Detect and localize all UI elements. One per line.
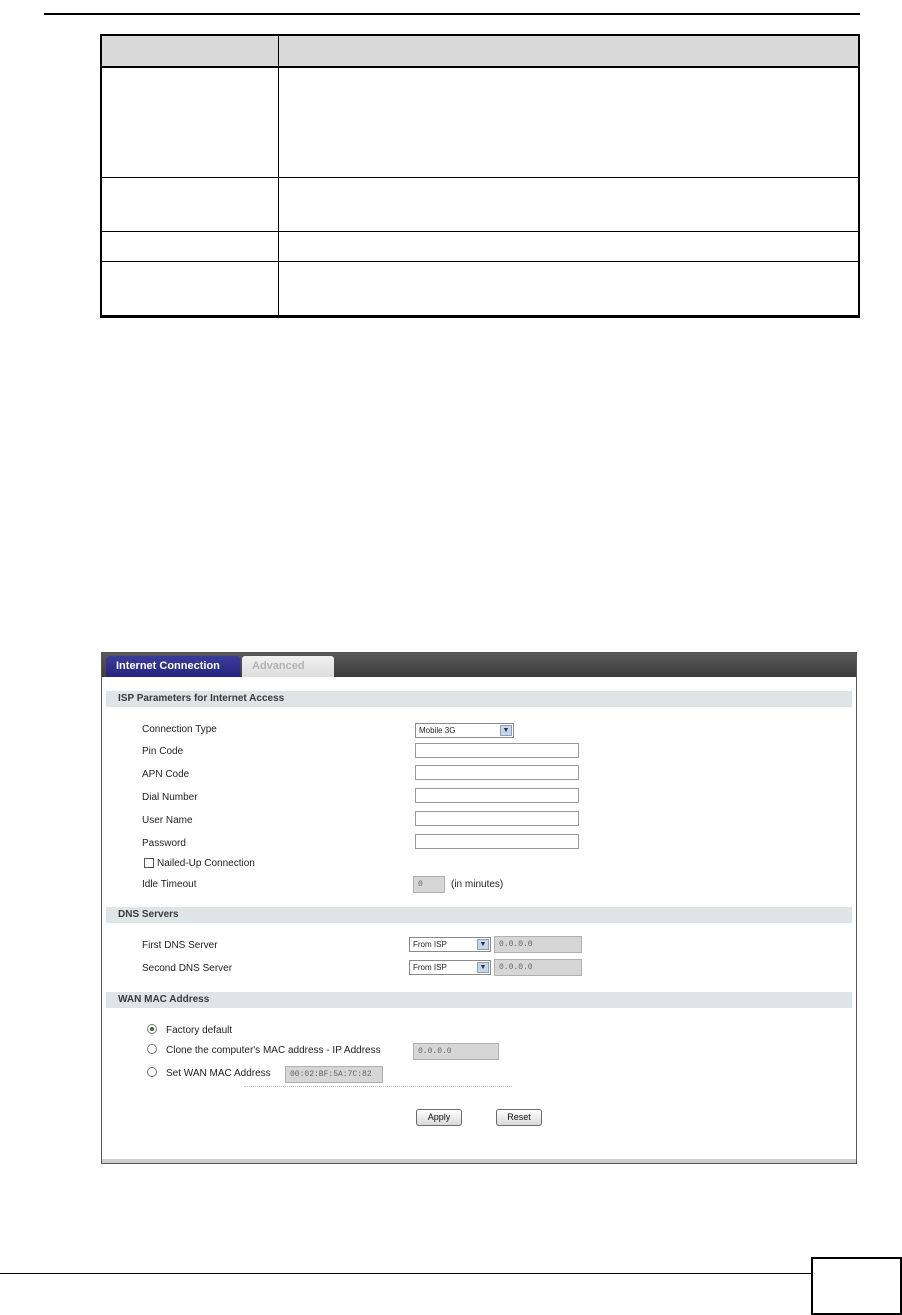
idle-timeout-unit: (in minutes) bbox=[451, 879, 504, 890]
dns-section-title: DNS Servers bbox=[106, 907, 852, 923]
apn-code-label: APN Code bbox=[142, 769, 190, 780]
pin-code-input[interactable] bbox=[415, 743, 579, 758]
connection-type-value: Mobile 3G bbox=[419, 726, 456, 735]
tab-internet-connection[interactable]: Internet Connection bbox=[106, 656, 240, 677]
tab-advanced[interactable]: Advanced bbox=[242, 656, 334, 677]
second-dns-ip-input[interactable]: 0.0.0.0 bbox=[494, 959, 582, 976]
footer-rule bbox=[0, 1273, 812, 1274]
idle-timeout-label: Idle Timeout bbox=[142, 879, 197, 890]
password-label: Password bbox=[142, 838, 186, 849]
clone-mac-radio[interactable] bbox=[147, 1044, 157, 1054]
connection-type-select[interactable] bbox=[415, 723, 514, 738]
table-row bbox=[102, 262, 858, 316]
user-name-label: User Name bbox=[142, 815, 193, 826]
idle-timeout-input[interactable]: 0 bbox=[413, 876, 445, 893]
dial-number-input[interactable] bbox=[415, 788, 579, 803]
mac-section-title: WAN MAC Address bbox=[106, 992, 852, 1008]
factory-default-label: Factory default bbox=[166, 1025, 233, 1036]
nailed-up-checkbox[interactable] bbox=[144, 858, 154, 868]
footer-bar bbox=[102, 1159, 856, 1163]
table-row bbox=[102, 178, 858, 232]
description-table bbox=[100, 34, 860, 318]
page-number-box bbox=[811, 1257, 902, 1315]
button-divider bbox=[244, 1086, 512, 1087]
table-header-row bbox=[102, 36, 858, 68]
isp-section-title: ISP Parameters for Internet Access bbox=[106, 691, 852, 707]
set-mac-input[interactable]: 00:02:BF:5A:7C:82 bbox=[285, 1066, 383, 1083]
first-dns-mode-select[interactable] bbox=[409, 937, 491, 952]
set-mac-radio[interactable] bbox=[147, 1067, 157, 1077]
clone-ip-input[interactable]: 0.0.0.0 bbox=[413, 1043, 499, 1060]
second-dns-mode-value: From ISP bbox=[413, 963, 447, 972]
set-mac-label: Set WAN MAC Address bbox=[166, 1068, 271, 1079]
chevron-down-icon: ▼ bbox=[500, 725, 512, 736]
first-dns-label: First DNS Server bbox=[142, 940, 218, 951]
second-dns-mode-select[interactable] bbox=[409, 960, 491, 975]
chevron-down-icon: ▼ bbox=[477, 939, 489, 950]
chevron-down-icon: ▼ bbox=[477, 962, 489, 973]
apn-code-input[interactable] bbox=[415, 765, 579, 780]
apply-button[interactable]: Apply bbox=[416, 1109, 462, 1126]
first-dns-ip-input[interactable]: 0.0.0.0 bbox=[494, 936, 582, 953]
dial-number-label: Dial Number bbox=[142, 792, 198, 803]
pin-code-label: Pin Code bbox=[142, 746, 184, 757]
wan-settings-screenshot bbox=[101, 652, 857, 1164]
factory-default-radio[interactable] bbox=[147, 1024, 157, 1034]
table-column-divider bbox=[278, 36, 279, 316]
nailed-up-label: Nailed-Up Connection bbox=[157, 858, 255, 869]
reset-button[interactable]: Reset bbox=[496, 1109, 542, 1126]
tab-bar bbox=[102, 653, 856, 677]
clone-mac-label: Clone the computer's MAC address - IP Address bbox=[166, 1045, 381, 1056]
first-dns-mode-value: From ISP bbox=[413, 940, 447, 949]
password-input[interactable] bbox=[415, 834, 579, 849]
table-row bbox=[102, 68, 858, 178]
second-dns-label: Second DNS Server bbox=[142, 963, 233, 974]
connection-type-label: Connection Type bbox=[142, 724, 217, 735]
table-row bbox=[102, 232, 858, 262]
user-name-input[interactable] bbox=[415, 811, 579, 826]
header-rule bbox=[44, 13, 860, 15]
